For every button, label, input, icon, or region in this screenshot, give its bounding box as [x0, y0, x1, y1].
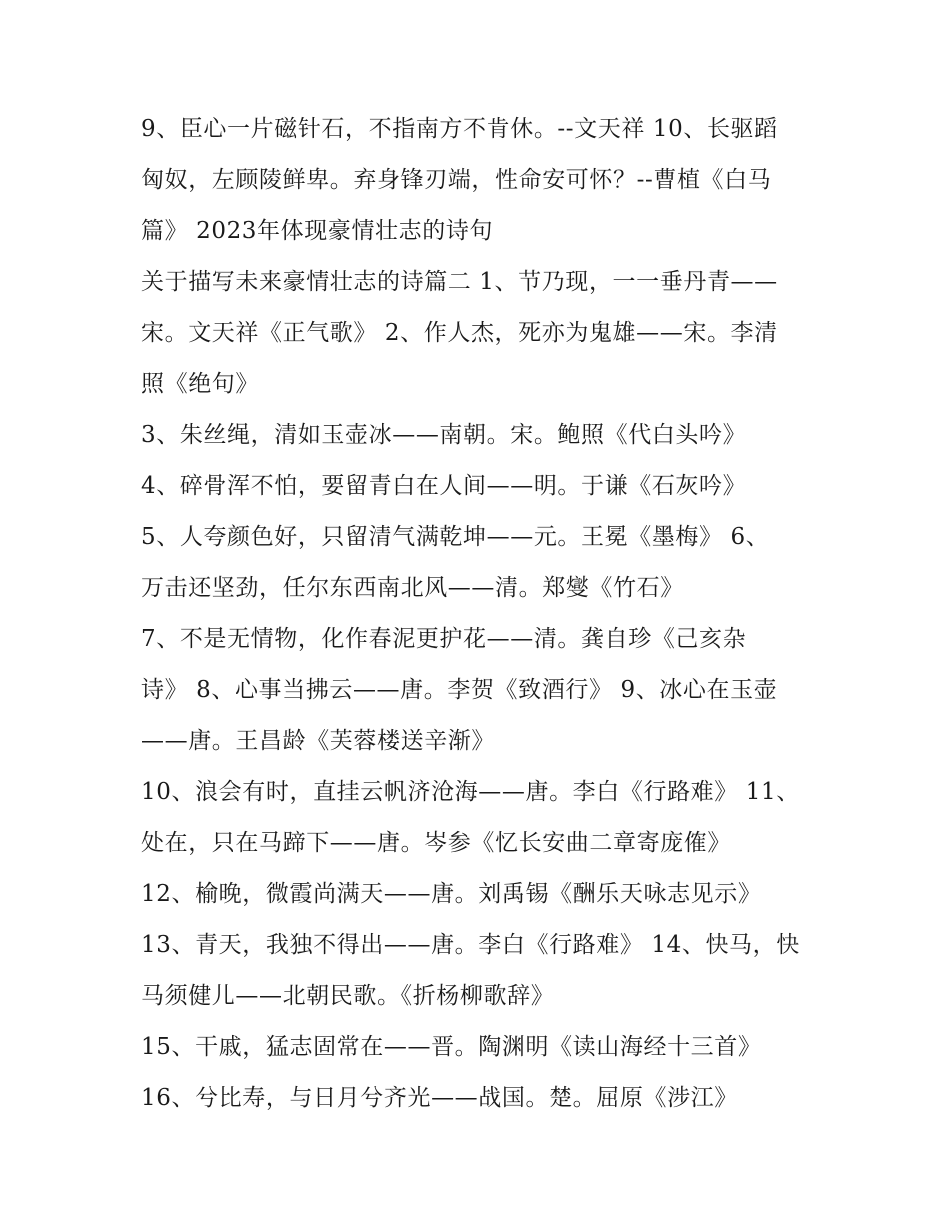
- text-line: 关于描写未来豪情壮志的诗篇二 1、节乃现，一一垂丹青——: [141, 269, 778, 295]
- text-line: 13、青天，我独不得出——唐。李白《行路难》 14、快马，快: [141, 932, 800, 958]
- text-line: 5、人夸颜色好，只留清气满乾坤——元。王冕《墨梅》 6、: [141, 524, 770, 550]
- text-line: 15、干戚，猛志固常在——晋。陶渊明《读山海经十三首》: [141, 1034, 762, 1060]
- text-line: 9、臣心一片磁针石，不指南方不肯休。--文天祥 10、长驱蹈: [141, 116, 778, 142]
- text-line: 匈奴，左顾陵鲜卑。弃身锋刃端，性命安可怀？--曹植《白马: [141, 167, 772, 193]
- text-line: 12、榆晚，微霞尚满天——唐。刘禹锡《酬乐天咏志见示》: [141, 881, 762, 907]
- text-line: 16、兮比寿，与日月兮齐光——战国。楚。屈原《涉江》: [141, 1085, 738, 1111]
- text-line: 诗》 8、心事当拂云——唐。李贺《致酒行》 9、冰心在玉壶: [141, 677, 778, 703]
- text-line: 万击还坚劲，任尔东西南北风——清。郑燮《竹石》: [141, 575, 684, 601]
- text-line: 7、不是无情物，化作春泥更护花——清。龚自珍《己亥杂: [141, 626, 747, 652]
- text-line: 宋。文天祥《正气歌》 2、作人杰，死亦为鬼雄——宋。李清: [141, 320, 778, 346]
- text-line: ——唐。王昌龄《芙蓉楼送辛渐》: [141, 728, 495, 754]
- text-line: 4、碎骨浑不怕，要留青白在人间——明。于谦《石灰吟》: [141, 473, 747, 499]
- document-body: [141, 104, 813, 1124]
- text-line: 马须健儿——北朝民歌。《折杨柳歌辞》: [141, 983, 555, 1009]
- text-line: 照《绝句》: [141, 371, 259, 397]
- text-line: 处在，只在马蹄下——唐。岑参《忆长安曲二章寄庞傕》: [141, 830, 731, 856]
- text-line: 10、浪会有时，直挂云帆济沧海——唐。李白《行路难》 11、: [141, 779, 800, 805]
- text-line: 3、朱丝绳，清如玉壶冰——南朝。宋。鲍照《代白头吟》: [141, 422, 747, 448]
- text-line: 篇》 2023年体现豪情壮志的诗句: [141, 218, 494, 244]
